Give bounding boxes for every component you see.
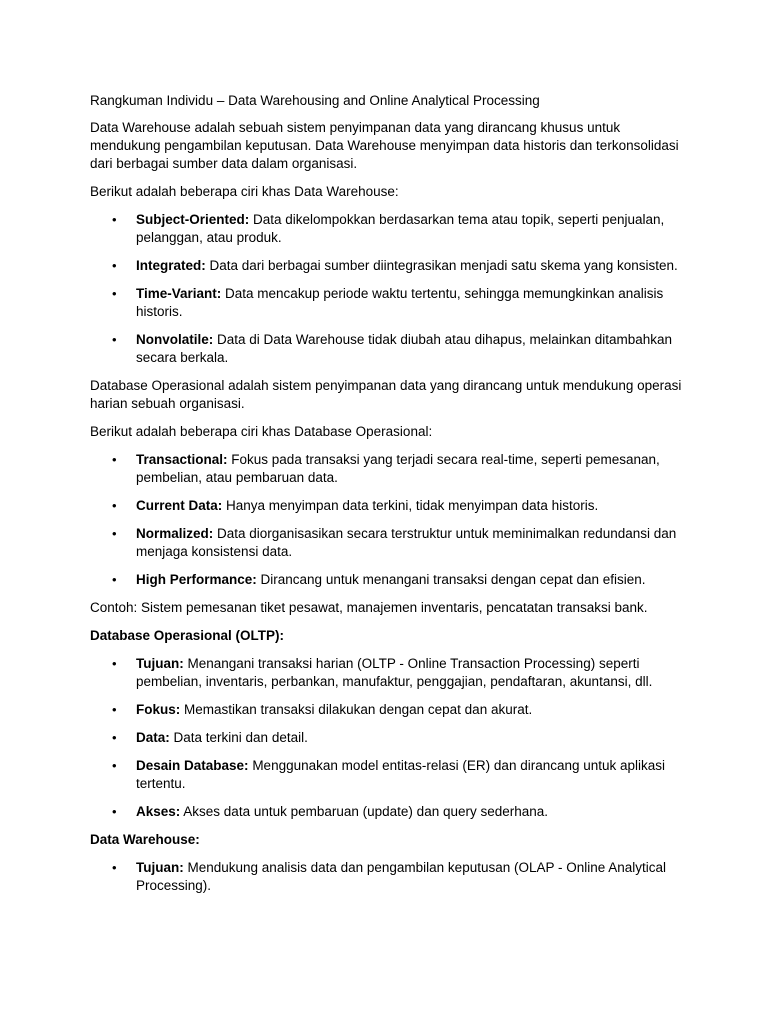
dw-traits-list bbox=[90, 211, 688, 367]
list-item-term: Integrated: bbox=[136, 258, 206, 273]
list-item-desc: Akses data untuk pembaruan (update) dan query sederhana. bbox=[180, 804, 549, 819]
list-item bbox=[90, 655, 688, 691]
list-item-desc: Menggunakan model entitas-relasi (ER) dan dirancang untuk aplikasi tertentu. bbox=[136, 758, 666, 791]
list-item-term: Fokus: bbox=[136, 702, 181, 717]
list-item bbox=[90, 257, 688, 275]
list-item-desc: Data dikelompokkan berdasarkan tema atau topik, seperti penjualan, pelanggan, atau produk. bbox=[136, 212, 665, 245]
list-item-term: Desain Database: bbox=[136, 758, 249, 773]
list-item-desc: Data dari berbagai sumber diintegrasikan menjadi satu skema yang konsisten. bbox=[205, 258, 678, 273]
bullet-icon: • bbox=[112, 804, 117, 819]
bullet-icon: • bbox=[112, 656, 117, 671]
bullet-icon: • bbox=[112, 526, 117, 541]
list-item-term: Data: bbox=[136, 730, 170, 745]
dwh-list bbox=[90, 859, 688, 895]
bullet-icon: • bbox=[112, 860, 117, 875]
list-item-desc: Memastikan transaksi dilakukan dengan cepat dan akurat. bbox=[180, 702, 533, 717]
list-item bbox=[90, 757, 688, 793]
list-item-term: Time-Variant: bbox=[136, 286, 222, 301]
list-item-term: Subject-Oriented: bbox=[136, 212, 250, 227]
list-item-term: Nonvolatile: bbox=[136, 332, 214, 347]
list-item-desc: Mendukung analisis data dan pengambilan keputusan (OLAP - Online Analytical Processing). bbox=[136, 860, 667, 893]
list-item bbox=[90, 331, 688, 367]
oltp-list bbox=[90, 655, 688, 821]
op-list-intro: Berikut adalah beberapa ciri khas Database Operasional: bbox=[90, 424, 433, 439]
document-title: Rangkuman Individu – Data Warehousing and Online Analytical Processing bbox=[90, 93, 540, 108]
bullet-icon: • bbox=[112, 452, 117, 467]
bullet-icon: • bbox=[112, 498, 117, 513]
list-item bbox=[90, 859, 688, 895]
list-item bbox=[90, 285, 688, 321]
dw-intro-paragraph: Data Warehouse adalah sebuah sistem penyimpanan data yang dirancang khusus untuk mendukung pengambilan keputusan. Data Warehouse menyimpan data historis dan terkonsolidasi dari berbagai sumber data dalam organisasi. bbox=[90, 120, 679, 171]
list-item-desc: Hanya menyimpan data terkini, tidak menyimpan data historis. bbox=[222, 498, 599, 513]
list-item-term: High Performance: bbox=[136, 572, 257, 587]
list-item-term: Normalized: bbox=[136, 526, 214, 541]
dwh-heading: Data Warehouse: bbox=[90, 832, 200, 847]
list-item-desc: Data di Data Warehouse tidak diubah atau dihapus, melainkan ditambahkan secara berkala. bbox=[136, 332, 673, 365]
list-item-term: Tujuan: bbox=[136, 656, 184, 671]
op-traits-list bbox=[90, 451, 688, 589]
example-paragraph: Contoh: Sistem pemesanan tiket pesawat, manajemen inventaris, pencatatan transaksi bank. bbox=[90, 600, 648, 615]
bullet-icon: • bbox=[112, 212, 117, 227]
bullet-icon: • bbox=[112, 258, 117, 273]
list-item-desc: Fokus pada transaksi yang terjadi secara real-time, seperti pemesanan, pembelian, atau pembaruan data. bbox=[136, 452, 660, 485]
list-item bbox=[90, 571, 688, 589]
list-item bbox=[90, 451, 688, 487]
bullet-icon: • bbox=[112, 730, 117, 745]
list-item bbox=[90, 701, 688, 719]
list-item-term: Akses: bbox=[136, 804, 181, 819]
op-intro-paragraph: Database Operasional adalah sistem penyimpanan data yang dirancang untuk mendukung operasi harian sebuah organisasi. bbox=[90, 378, 682, 411]
list-item-desc: Data terkini dan detail. bbox=[169, 730, 308, 745]
bullet-icon: • bbox=[112, 332, 117, 347]
dw-list-intro: Berikut adalah beberapa ciri khas Data Warehouse: bbox=[90, 184, 399, 199]
list-item bbox=[90, 729, 688, 747]
list-item-term: Current Data: bbox=[136, 498, 223, 513]
bullet-icon: • bbox=[112, 702, 117, 717]
bullet-icon: • bbox=[112, 572, 117, 587]
list-item-desc: Data diorganisasikan secara terstruktur untuk meminimalkan redundansi dan menjaga konsistensi data. bbox=[136, 526, 677, 559]
list-item-desc: Data mencakup periode waktu tertentu, sehingga memungkinkan analisis historis. bbox=[136, 286, 664, 319]
list-item bbox=[90, 211, 688, 247]
oltp-heading: Database Operasional (OLTP): bbox=[90, 628, 285, 643]
list-item-term: Tujuan: bbox=[136, 860, 184, 875]
bullet-icon: • bbox=[112, 758, 117, 773]
list-item bbox=[90, 525, 688, 561]
list-item bbox=[90, 803, 688, 821]
list-item-term: Transactional: bbox=[136, 452, 228, 467]
bullet-icon: • bbox=[112, 286, 117, 301]
list-item-desc: Menangani transaksi harian (OLTP - Online Transaction Processing) seperti pembelian, inventaris, perbankan, manufaktur, penggajian, pendaftaran, akuntansi, dll. bbox=[136, 656, 653, 689]
list-item bbox=[90, 497, 688, 515]
list-item-desc: Dirancang untuk menangani transaksi dengan cepat dan efisien. bbox=[256, 572, 646, 587]
